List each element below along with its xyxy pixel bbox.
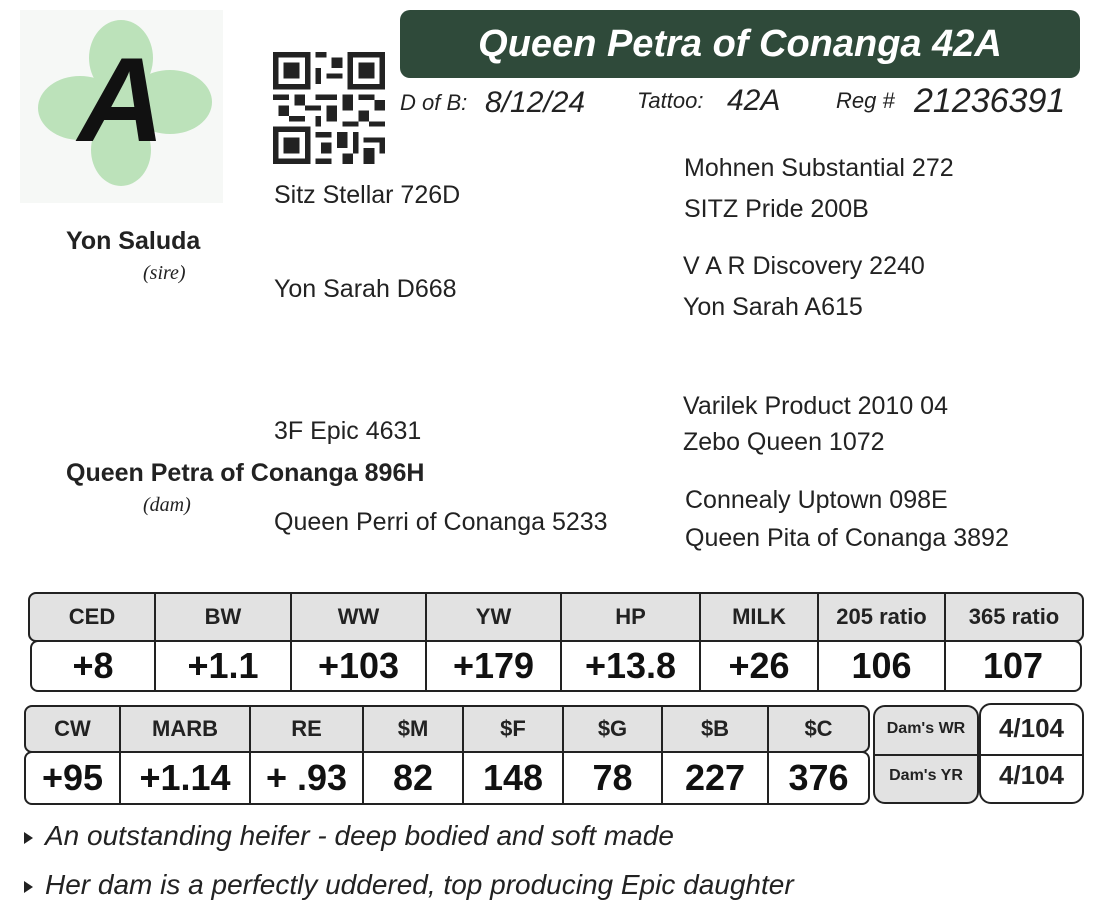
epd-value: +1.14 — [121, 753, 251, 803]
epd-value: 106 — [819, 642, 946, 690]
triangle-bullet-icon — [24, 881, 33, 893]
bullet-text: An outstanding heifer - deep bodied and soft made — [45, 820, 674, 851]
dob-label: D of B: — [400, 90, 468, 115]
sire-note: (sire) — [143, 262, 186, 284]
dams-ratio-values — [979, 703, 1084, 804]
epd-value: +1.1 — [156, 642, 292, 690]
epd-value: +103 — [292, 642, 427, 690]
epd-value: 107 — [982, 645, 1044, 686]
sire-name: Yon Saluda — [66, 227, 201, 255]
dams-ratio-labels — [873, 705, 979, 804]
qr-code — [273, 52, 385, 164]
dams-wr-label: Dam's WR — [886, 720, 966, 737]
dd-sire: Connealy Uptown 098E — [685, 486, 948, 514]
epd-value: 82 — [364, 753, 464, 803]
epd-header: $F — [464, 707, 564, 751]
epd-header: CW — [26, 707, 121, 751]
bullet-item — [24, 869, 794, 901]
epd-value: 148 — [464, 753, 564, 803]
sire-sire: Sitz Stellar 726D — [274, 181, 461, 209]
epd-value: + .93 — [251, 753, 364, 803]
epd-value: +13.8 — [562, 642, 701, 690]
epd-value: 376 — [788, 757, 849, 798]
reg-label: Reg # — [836, 88, 895, 113]
epd-header: MILK — [701, 594, 819, 640]
epd-row2-values — [24, 751, 870, 805]
dams-yr-value: 4/104 — [998, 760, 1065, 790]
dam-note: (dam) — [143, 494, 191, 516]
dam-dam: Queen Perri of Conanga 5233 — [274, 508, 608, 536]
dam-sire: 3F Epic 4631 — [274, 417, 422, 445]
epd-row1-values — [30, 640, 1082, 692]
tattoo-label: Tattoo: — [637, 88, 704, 113]
dob-value: 8/12/24 — [485, 86, 586, 119]
sd-sire: V A R Discovery 2240 — [683, 252, 925, 280]
epd-value: +26 — [701, 642, 819, 690]
epd-header: YW — [427, 594, 562, 640]
title-bar: Queen Petra of Conanga 42A — [400, 10, 1080, 78]
logo — [20, 10, 223, 203]
logo-letter: A — [78, 33, 165, 167]
epd-value: +179 — [427, 642, 562, 690]
epd-header: $C — [804, 716, 833, 741]
epd-value: +95 — [26, 753, 121, 803]
bullet-text: Her dam is a perfectly uddered, top producing Epic daughter — [45, 869, 794, 900]
epd-row1-headers — [28, 592, 1084, 642]
epd-header: HP — [562, 594, 701, 640]
epd-header: 365 ratio — [968, 604, 1060, 629]
dam-name: Queen Petra of Conanga 896H — [66, 459, 425, 487]
epd-header: $B — [663, 707, 769, 751]
epd-value: +8 — [32, 642, 156, 690]
triangle-bullet-icon — [24, 832, 33, 844]
dams-wr-value: 4/104 — [998, 713, 1065, 743]
epd-value: 78 — [564, 753, 663, 803]
tattoo-value: 42A — [727, 84, 781, 117]
reg-value: 21236391 — [914, 82, 1066, 120]
ds-sire: Varilek Product 2010 04 — [683, 392, 948, 420]
ss-sire: Mohnen Substantial 272 — [684, 154, 954, 182]
epd-value: 227 — [663, 753, 769, 803]
ds-dam: Zebo Queen 1072 — [683, 428, 885, 456]
epd-header: 205 ratio — [819, 594, 946, 640]
dams-yr-label: Dam's YR — [889, 767, 963, 784]
bullet-item — [24, 820, 674, 852]
dd-dam: Queen Pita of Conanga 3892 — [685, 524, 1009, 552]
epd-header: MARB — [121, 707, 251, 751]
epd-header: CED — [30, 594, 156, 640]
ss-dam: SITZ Pride 200B — [684, 195, 869, 223]
sire-dam: Yon Sarah D668 — [274, 275, 457, 303]
divider — [981, 754, 1082, 756]
epd-header: $G — [564, 707, 663, 751]
sd-dam: Yon Sarah A615 — [683, 293, 863, 321]
epd-header: BW — [156, 594, 292, 640]
epd-header: WW — [292, 594, 427, 640]
epd-header: $M — [364, 707, 464, 751]
epd-header: RE — [251, 707, 364, 751]
divider — [875, 754, 977, 756]
epd-row2-headers — [24, 705, 870, 753]
